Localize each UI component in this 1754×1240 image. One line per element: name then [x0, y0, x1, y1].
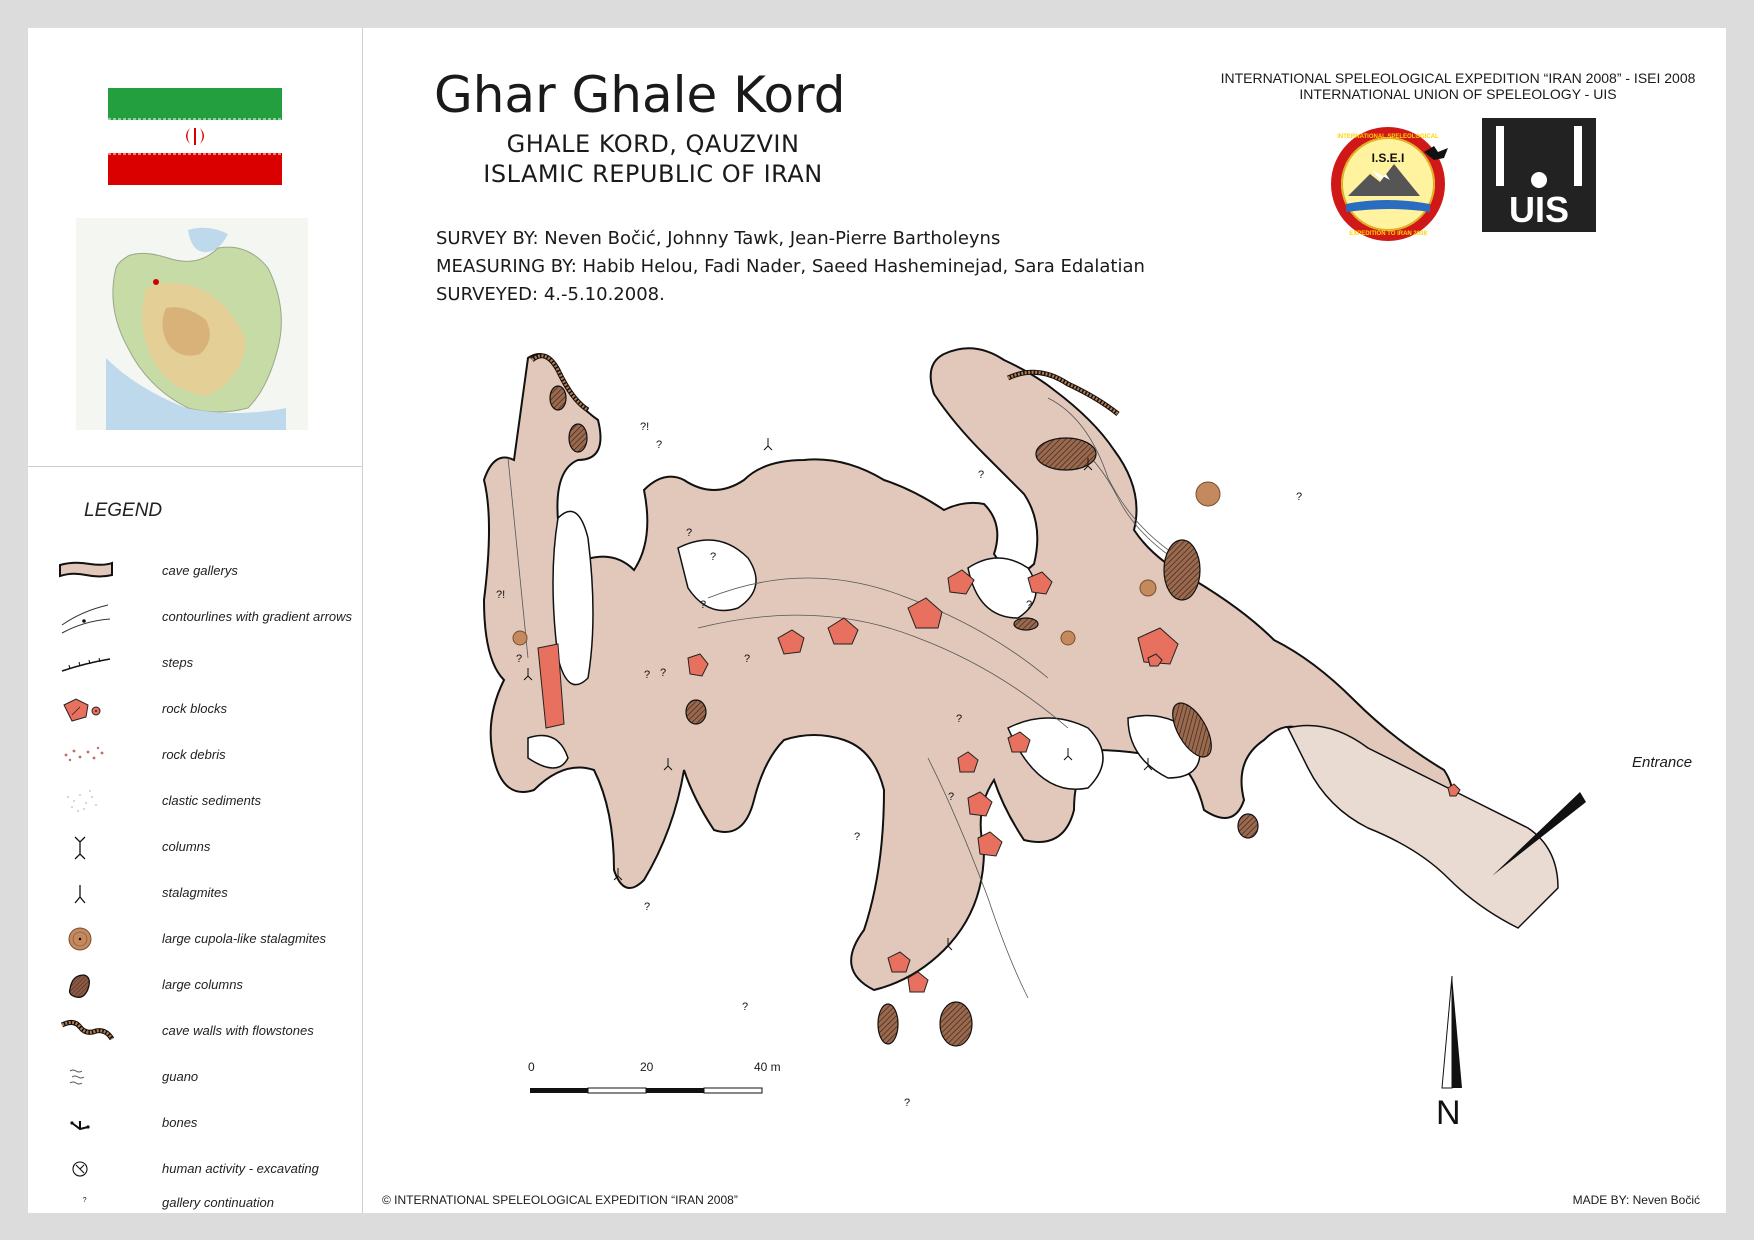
- clastic-sediments-symbol: [58, 781, 118, 821]
- cave-plan: [448, 338, 1728, 1158]
- scale-bar-graphic: [528, 1078, 788, 1118]
- legend-label: rock blocks: [162, 701, 228, 716]
- isei-ring-top-text: INTERNATIONAL SPELEOLOGICAL: [1337, 134, 1439, 140]
- svg-text:?: ?: [82, 1195, 87, 1205]
- legend-item-flowstone-walls: [58, 1011, 358, 1051]
- map-sheet: [28, 28, 1726, 1213]
- sidebar-divider: [28, 466, 362, 467]
- isei-logo-text: I.S.E.I: [1371, 151, 1405, 165]
- map-title: Ghar Ghale Kord: [434, 66, 846, 124]
- scale-bar: [528, 1060, 788, 1118]
- legend-item-stalagmites: [58, 873, 358, 913]
- scale-tick-40: 40 m: [754, 1060, 781, 1074]
- rock-debris-symbol: [58, 735, 118, 775]
- excavating-symbol: [58, 1149, 118, 1189]
- legend-item-contourlines: [58, 597, 358, 637]
- continuation-mark: ?: [656, 439, 663, 451]
- guano-symbol: [58, 1057, 118, 1097]
- continuation-mark: ?: [904, 1097, 911, 1109]
- legend-item-cave-gallery: [58, 551, 358, 591]
- legend-item-human-activity: [58, 1149, 358, 1189]
- continuation-mark: ?: [744, 653, 751, 665]
- legend-item-large-columns: [58, 965, 358, 1005]
- legend-label: steps: [162, 655, 194, 670]
- continuation-mark: ?: [742, 1001, 749, 1013]
- continuation-mark: ?!: [496, 589, 506, 601]
- cave-gallery-symbol: [58, 551, 118, 591]
- cupola-stalagmite-symbol: [58, 919, 118, 959]
- continuation-mark: ?: [1296, 491, 1303, 503]
- legend-item-rock-blocks: [58, 689, 358, 729]
- north-label: N: [1436, 1094, 1461, 1132]
- legend-label: cave walls with flowstones: [162, 1023, 314, 1038]
- location-line-1: GHALE KORD, QAUZVIN: [506, 130, 800, 158]
- bones-symbol: [58, 1103, 118, 1143]
- continuation-mark: ?: [710, 551, 717, 563]
- legend-item-rock-debris: [58, 735, 358, 775]
- location-line-2: ISLAMIC REPUBLIC OF IRAN: [483, 160, 823, 188]
- legend-item-steps: [58, 643, 358, 683]
- uis-logo: [1482, 118, 1596, 232]
- continuation-mark: ?: [516, 653, 523, 665]
- legend-item-clastic-sediments: [58, 781, 358, 821]
- legend-label: human activity - excavating: [162, 1161, 319, 1176]
- continuation-mark: ?: [686, 527, 693, 539]
- continuation-mark: ?: [700, 599, 707, 611]
- legend-label: stalagmites: [162, 885, 228, 900]
- copyright: © INTERNATIONAL SPELEOLOGICAL EXPEDITION “IRAN 2008”: [382, 1193, 738, 1207]
- continuation-mark: ?: [644, 669, 651, 681]
- made-by: MADE BY: Neven Bočić: [1572, 1193, 1700, 1207]
- legend-item-gallery-continuation: [58, 1195, 358, 1213]
- survey-credit: SURVEY BY: Neven Bočić, Johnny Tawk, Jean-Pierre Bartholeyns: [436, 228, 1001, 249]
- continuation-mark: ?: [978, 469, 985, 481]
- cave-gallery-outline: [484, 348, 1452, 990]
- large-column-symbol: [58, 965, 118, 1005]
- legend-title: LEGEND: [84, 500, 163, 521]
- legend-label: contourlines with gradient arrows: [162, 609, 353, 624]
- continuation-mark: ?: [956, 713, 963, 725]
- uis-name: INTERNATIONAL UNION OF SPELEOLOGY - UIS: [1299, 86, 1617, 102]
- uis-logo-text: UIS: [1508, 189, 1570, 230]
- entrance-label: Entrance: [1632, 754, 1693, 771]
- continuation-mark: ?: [854, 831, 861, 843]
- continuation-mark: ?!: [640, 421, 650, 433]
- measuring-credit: MEASURING BY: Habib Helou, Fadi Nader, Saeed Hasheminejad, Sara Edalatian: [436, 256, 1145, 277]
- legend-label: gallery continuation: [162, 1195, 275, 1210]
- legend-label: rock debris: [162, 747, 226, 762]
- legend-item-bones: [58, 1103, 358, 1143]
- scale-tick-0: 0: [528, 1060, 535, 1074]
- contourlines-symbol: [58, 597, 118, 637]
- legend-label: cave gallerys: [162, 563, 238, 578]
- stalagmites-symbol: [58, 873, 118, 913]
- legend-label: large columns: [162, 977, 243, 992]
- scale-tick-20: 20: [640, 1060, 654, 1074]
- continuation-mark: ?: [1026, 599, 1033, 611]
- isei-ring-bottom-text: EXPEDITION TO IRAN 2008: [1349, 231, 1427, 237]
- question-mark-symbol: [58, 1195, 118, 1213]
- iran-flag: [108, 88, 282, 185]
- legend-label: columns: [162, 839, 211, 854]
- continuation-mark: ?: [660, 667, 667, 679]
- legend-label: guano: [162, 1069, 199, 1084]
- legend-label: clastic sediments: [162, 793, 261, 808]
- legend-item-columns: [58, 827, 358, 867]
- legend-label: bones: [162, 1115, 198, 1130]
- isei-logo: [1328, 118, 1458, 248]
- steps-symbol: [58, 643, 118, 683]
- sidebar: [28, 28, 363, 1213]
- surveyed-date: SURVEYED: 4.-5.10.2008.: [436, 284, 665, 305]
- flowstone-wall-symbol: [58, 1011, 118, 1051]
- expedition-name: INTERNATIONAL SPELEOLOGICAL EXPEDITION “IRAN 2008” - ISEI 2008: [1220, 70, 1696, 86]
- legend-label: large cupola-like stalagmites: [162, 931, 327, 946]
- rock-blocks-symbol: [58, 689, 118, 729]
- columns-symbol: [58, 827, 118, 867]
- legend-item-guano: [58, 1057, 358, 1097]
- legend-item-cupola-stalagmites: [58, 919, 358, 959]
- continuation-mark: ?: [644, 901, 651, 913]
- iran-location-map: [76, 218, 308, 430]
- continuation-mark: ?: [948, 791, 955, 803]
